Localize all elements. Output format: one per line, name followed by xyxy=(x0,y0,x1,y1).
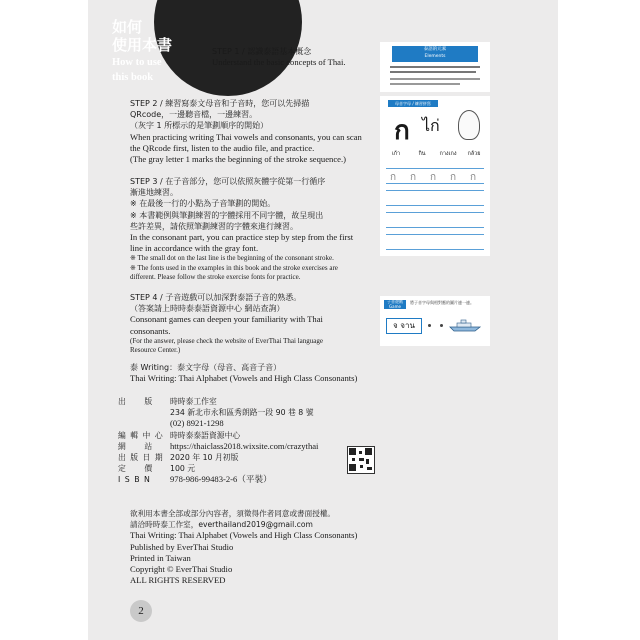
practice-row xyxy=(386,190,484,206)
step3-en1: In the consonant part, you can practice step by step from the first xyxy=(130,232,354,243)
step2-zh3: （灰字 1 所標示的是筆劃順序的開始） xyxy=(130,121,269,131)
book-title-en: Thai Writing: Thai Alphabet (Vowels and High Class Consonants) xyxy=(130,373,358,384)
badge-en-line1: How to use xyxy=(112,57,162,68)
date-label: 出 版 日 期 xyxy=(118,453,164,463)
preview2-big-letter: ก xyxy=(394,116,410,146)
preview3-instruction: 將子音字母與相對應的圖片連一連。 xyxy=(410,300,474,305)
preview2-word-3: กางเกง xyxy=(439,151,457,157)
copyright-en3: Printed in Taiwan xyxy=(130,552,191,563)
badge-en-line2: this book xyxy=(112,72,154,83)
copyright-en5: ALL RIGHTS RESERVED xyxy=(130,575,226,586)
match-dot xyxy=(428,324,431,327)
publishing-info xyxy=(118,396,378,486)
step3-en2: line in accordance with the gray font. xyxy=(130,243,259,254)
step3-zh5: 些許差異，請依照筆劃練習的字體來進行練習。 xyxy=(130,221,298,231)
practice-row: ก ก ก ก ก xyxy=(386,168,484,184)
step2-en3: (The gray letter 1 marks the beginning of the stroke sequence.) xyxy=(130,154,346,165)
price-label: 定 價 xyxy=(118,464,154,474)
preview1-header xyxy=(392,46,478,62)
website-value[interactable]: https://thaiclass2018.wixsite.com/crazythai xyxy=(170,440,319,451)
preview2-syllable: ไก่ xyxy=(422,116,440,135)
step2-en1: When practicing writing Thai vowels and consonants, you can scan xyxy=(130,131,362,142)
copyright-zh2: 請洽時時泰工作室，everthailand2019@gmail.com xyxy=(130,520,313,530)
preview3-head-en: Game xyxy=(389,303,401,309)
copyright-en1: Thai Writing: Thai Alphabet (Vowels and High Class Consonants) xyxy=(130,530,358,541)
practice-row xyxy=(386,234,484,250)
step4-zh1: STEP 4 / 子音遊戲可以加深對泰語子音的熟悉。 xyxy=(130,293,302,302)
isbn-value: 978-986-99483-2-6（平裝） xyxy=(170,474,272,485)
step3-zh3: ※ 在最後一行的小點為子音筆劃的開始。 xyxy=(130,199,276,209)
step4-en3: (For the answer, please check the website of EverThai Thai language xyxy=(130,336,323,345)
book-title-zh: 泰 Writing：泰文字母（母音、高音子音） xyxy=(130,363,282,372)
step3-block xyxy=(130,176,368,283)
price-value: 100 元 xyxy=(170,464,196,474)
mascot-icon xyxy=(458,110,480,140)
preview-consonant-game xyxy=(380,296,490,346)
preview3-head-zh: 子音遊戲 xyxy=(387,299,403,304)
preview1-head-en: Elements xyxy=(424,54,446,59)
step3-en5: different. Please follow the stroke exercise fonts for practice. xyxy=(130,273,301,282)
ship-icon xyxy=(448,318,482,332)
badge-zh-line2: 使用本書 xyxy=(112,36,173,54)
step1-zh: STEP 1 / 認識泰語基本概念 xyxy=(212,47,312,56)
publisher-value: 時時泰工作室 xyxy=(170,397,217,406)
badge-zh-line1: 如何 xyxy=(112,18,143,36)
page-number: 2 xyxy=(130,600,152,622)
step3-zh2: 漸進地練習。 xyxy=(130,188,178,198)
step4-block xyxy=(130,292,368,356)
phone-value: (02) 8921-1298 xyxy=(170,418,224,429)
book-title-block xyxy=(130,362,430,384)
step3-en3: ※ The small dot on the last line is the beginning of the consonant stroke. xyxy=(130,254,334,263)
copyright-en2: Published by EverThai Studio xyxy=(130,541,234,552)
step2-zh1: STEP 2 / 練習寫泰文母音和子音時，您可以先掃描 xyxy=(130,99,310,108)
editor-value: 時時泰泰語資源中心 xyxy=(170,430,241,440)
step3-zh4: ※ 本書範例與筆劃練習的字體採用不同字體，故呈現出 xyxy=(130,210,324,220)
step1-en: Understand the basic concepts of Thai. xyxy=(212,57,346,68)
step4-en1: Consonant games can deepen your familiarity with Thai xyxy=(130,314,323,325)
publisher-label: 出 版 xyxy=(118,397,154,406)
step1-block xyxy=(212,46,387,68)
copyright-zh1: 欲利用本書全部或部分內容者，須徵得作者同意或書面授權。 xyxy=(130,509,336,518)
step2-zh2: QRcode，一邊聽音檔，一邊練習。 xyxy=(130,110,258,120)
step2-block xyxy=(130,98,368,165)
step3-en4: ※ The fonts used in the examples in this book and the stroke exercises are xyxy=(130,263,338,272)
preview2-word-1: เก้า xyxy=(391,151,401,157)
qr-code-icon[interactable] xyxy=(347,446,375,474)
preview2-word-4: กล้วย xyxy=(467,151,481,157)
preview-writing-practice xyxy=(380,96,490,256)
preview2-word-2: กิน xyxy=(418,151,426,157)
copyright-block xyxy=(130,508,390,586)
badge-text xyxy=(112,18,202,84)
step4-en4: Resource Center.) xyxy=(130,346,181,355)
step3-zh1: STEP 3 / 在子音部分，您可以依照灰體字從第一行循序 xyxy=(130,177,326,186)
copyright-en4: Copyright © EverThai Studio xyxy=(130,564,233,575)
preview1-head-zh: 泰語的元素 xyxy=(423,47,447,52)
address-value: 234 新北市永和區秀朗路一段 90 巷 8 號 xyxy=(170,408,314,418)
preview2-header: 母音字母 / 練習拼寫 xyxy=(388,100,438,107)
date-value: 2020 年 10 月初版 xyxy=(170,453,239,463)
editor-label: 編 輯 中 心 xyxy=(118,430,164,440)
preview3-answer: จ จาน xyxy=(386,318,422,334)
practice-row xyxy=(386,212,484,228)
website-label: 網 站 xyxy=(118,441,154,451)
isbn-label: I S B N xyxy=(118,475,151,485)
match-dot xyxy=(440,324,443,327)
step4-en2: consonants. xyxy=(130,325,171,336)
preview3-header xyxy=(384,300,406,309)
step2-en2: the QRcode first, listen to the audio file, and practice. xyxy=(130,142,315,153)
step4-zh2: （答案請上時時泰泰語資源中心 網站查詢） xyxy=(130,304,285,314)
preview-concepts xyxy=(380,42,490,92)
